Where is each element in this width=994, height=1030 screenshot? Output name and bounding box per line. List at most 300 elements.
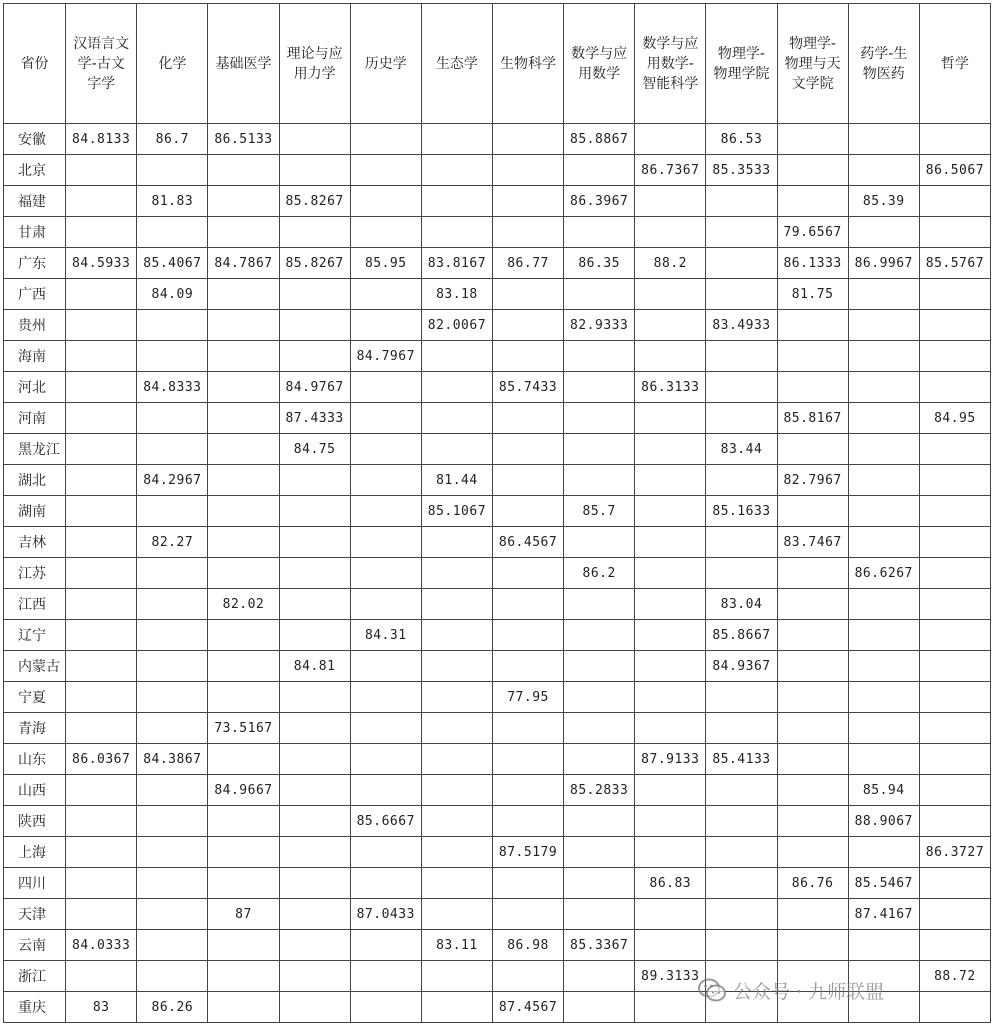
- score-cell: [66, 775, 137, 806]
- score-cell: [635, 899, 706, 930]
- score-cell: [919, 310, 990, 341]
- score-cell: [919, 806, 990, 837]
- score-cell: [279, 496, 350, 527]
- score-cell: [564, 806, 635, 837]
- score-cell: [350, 775, 421, 806]
- score-cell: [777, 186, 848, 217]
- score-cell: [350, 279, 421, 310]
- score-cell: [919, 589, 990, 620]
- score-cell: [706, 558, 777, 589]
- score-cell: [279, 558, 350, 589]
- score-cell: [777, 620, 848, 651]
- score-cell: [350, 372, 421, 403]
- score-cell: [564, 992, 635, 1023]
- score-cell: 85.5467: [848, 868, 919, 899]
- province-cell: 浙江: [4, 961, 66, 992]
- score-cell: 86.26: [137, 992, 208, 1023]
- score-cell: [706, 682, 777, 713]
- header-province: 省份: [4, 4, 66, 124]
- score-cell: [279, 868, 350, 899]
- score-cell: [919, 341, 990, 372]
- score-cell: [208, 806, 279, 837]
- score-cell: [350, 558, 421, 589]
- score-cell: [137, 434, 208, 465]
- table-row: [4, 217, 991, 248]
- score-cell: [848, 155, 919, 186]
- score-cell: 85.39: [848, 186, 919, 217]
- score-cell: [706, 806, 777, 837]
- score-cell: [279, 992, 350, 1023]
- score-cell: 88.72: [919, 961, 990, 992]
- score-cell: [208, 186, 279, 217]
- province-cell: 青海: [4, 713, 66, 744]
- score-cell: [564, 403, 635, 434]
- score-cell: [777, 341, 848, 372]
- score-cell: [848, 682, 919, 713]
- score-cell: [492, 124, 563, 155]
- score-cell: [350, 868, 421, 899]
- score-cell: 85.1633: [706, 496, 777, 527]
- score-cell: [66, 496, 137, 527]
- score-cell: [919, 558, 990, 589]
- score-cell: [492, 186, 563, 217]
- score-cell: 81.83: [137, 186, 208, 217]
- score-cell: [564, 279, 635, 310]
- score-cell: [137, 217, 208, 248]
- score-cell: 85.7: [564, 496, 635, 527]
- table-row: [4, 434, 991, 465]
- score-cell: [777, 155, 848, 186]
- score-cell: 82.27: [137, 527, 208, 558]
- score-cell: [564, 837, 635, 868]
- province-cell: 河南: [4, 403, 66, 434]
- score-cell: [137, 589, 208, 620]
- province-cell: 云南: [4, 930, 66, 961]
- province-cell: 北京: [4, 155, 66, 186]
- header-major: 数学与应用数学-智能科学: [635, 4, 706, 124]
- score-table: [3, 3, 991, 1023]
- score-cell: [66, 589, 137, 620]
- score-cell: [279, 341, 350, 372]
- score-cell: 87.9133: [635, 744, 706, 775]
- table-row: [4, 589, 991, 620]
- score-cell: [279, 899, 350, 930]
- score-cell: 86.83: [635, 868, 706, 899]
- score-cell: [208, 434, 279, 465]
- table-row: [4, 744, 991, 775]
- score-cell: [137, 930, 208, 961]
- score-cell: [919, 496, 990, 527]
- header-row: [4, 4, 991, 124]
- score-cell: [208, 930, 279, 961]
- score-cell: 85.8667: [706, 620, 777, 651]
- table-row: [4, 992, 991, 1023]
- score-cell: [635, 124, 706, 155]
- score-cell: 86.1333: [777, 248, 848, 279]
- score-cell: [848, 961, 919, 992]
- table-row: [4, 372, 991, 403]
- score-cell: [919, 465, 990, 496]
- score-cell: 86.6267: [848, 558, 919, 589]
- score-cell: 86.3133: [635, 372, 706, 403]
- score-cell: 85.8867: [564, 124, 635, 155]
- header-major: 历史学: [350, 4, 421, 124]
- score-cell: [777, 558, 848, 589]
- score-cell: [919, 124, 990, 155]
- province-cell: 湖北: [4, 465, 66, 496]
- province-cell: 广东: [4, 248, 66, 279]
- score-cell: [350, 186, 421, 217]
- score-cell: [706, 930, 777, 961]
- score-cell: [208, 620, 279, 651]
- score-cell: 86.3967: [564, 186, 635, 217]
- table-row: [4, 682, 991, 713]
- score-cell: [777, 651, 848, 682]
- score-cell: [208, 465, 279, 496]
- table-row: [4, 496, 991, 527]
- score-cell: [492, 434, 563, 465]
- score-cell: 86.3727: [919, 837, 990, 868]
- score-cell: [492, 310, 563, 341]
- score-cell: [137, 775, 208, 806]
- score-cell: [66, 310, 137, 341]
- score-cell: 84.7967: [350, 341, 421, 372]
- score-cell: [777, 899, 848, 930]
- score-cell: [848, 713, 919, 744]
- score-cell: [777, 930, 848, 961]
- score-cell: [137, 651, 208, 682]
- province-cell: 黑龙江: [4, 434, 66, 465]
- score-cell: [706, 248, 777, 279]
- score-cell: [208, 651, 279, 682]
- score-cell: [137, 310, 208, 341]
- score-cell: 83.4933: [706, 310, 777, 341]
- table-row: [4, 279, 991, 310]
- score-cell: [66, 558, 137, 589]
- score-cell: [350, 155, 421, 186]
- score-cell: [137, 837, 208, 868]
- score-cell: [279, 155, 350, 186]
- score-cell: [564, 744, 635, 775]
- score-cell: [564, 868, 635, 899]
- score-cell: [777, 682, 848, 713]
- score-cell: [208, 155, 279, 186]
- score-cell: [137, 403, 208, 434]
- score-cell: [137, 620, 208, 651]
- score-cell: [350, 465, 421, 496]
- score-cell: [492, 806, 563, 837]
- score-cell: 88.9067: [848, 806, 919, 837]
- score-cell: [919, 868, 990, 899]
- score-cell: 85.95: [350, 248, 421, 279]
- province-cell: 甘肃: [4, 217, 66, 248]
- score-cell: [564, 434, 635, 465]
- score-cell: [137, 155, 208, 186]
- score-cell: 82.0067: [421, 310, 492, 341]
- score-cell: 77.95: [492, 682, 563, 713]
- score-cell: [350, 744, 421, 775]
- score-cell: [848, 837, 919, 868]
- score-cell: 86.53: [706, 124, 777, 155]
- score-cell: [635, 775, 706, 806]
- score-cell: 84.3867: [137, 744, 208, 775]
- score-cell: [492, 651, 563, 682]
- table-row: [4, 155, 991, 186]
- score-cell: 87.4167: [848, 899, 919, 930]
- score-cell: [421, 744, 492, 775]
- score-cell: 83.04: [706, 589, 777, 620]
- province-cell: 内蒙古: [4, 651, 66, 682]
- score-cell: 82.7967: [777, 465, 848, 496]
- table-row: [4, 868, 991, 899]
- score-cell: [66, 527, 137, 558]
- score-cell: [421, 961, 492, 992]
- score-cell: [421, 434, 492, 465]
- score-cell: [919, 992, 990, 1023]
- score-cell: [66, 434, 137, 465]
- score-cell: 84.8133: [66, 124, 137, 155]
- score-cell: [706, 372, 777, 403]
- score-cell: [208, 961, 279, 992]
- score-cell: [208, 403, 279, 434]
- header-major: 物理学-物理学院: [706, 4, 777, 124]
- score-cell: [848, 403, 919, 434]
- score-cell: [706, 465, 777, 496]
- score-cell: [492, 465, 563, 496]
- score-cell: [492, 341, 563, 372]
- score-cell: [421, 806, 492, 837]
- score-cell: [66, 651, 137, 682]
- score-cell: [848, 279, 919, 310]
- province-cell: 天津: [4, 899, 66, 930]
- score-cell: [635, 465, 706, 496]
- score-cell: [564, 713, 635, 744]
- score-cell: [66, 155, 137, 186]
- province-cell: 陕西: [4, 806, 66, 837]
- score-cell: [492, 899, 563, 930]
- score-cell: [421, 682, 492, 713]
- score-cell: [208, 310, 279, 341]
- score-cell: [421, 217, 492, 248]
- score-cell: [279, 310, 350, 341]
- score-cell: 84.0333: [66, 930, 137, 961]
- table-row: [4, 620, 991, 651]
- score-cell: [492, 620, 563, 651]
- score-cell: [421, 837, 492, 868]
- score-cell: 84.09: [137, 279, 208, 310]
- score-cell: [208, 279, 279, 310]
- score-cell: [279, 961, 350, 992]
- score-cell: [350, 682, 421, 713]
- score-cell: [919, 434, 990, 465]
- score-cell: [350, 837, 421, 868]
- score-cell: [208, 682, 279, 713]
- watermark-text: 公众号 · 九师联盟: [733, 980, 885, 1003]
- score-cell: 73.5167: [208, 713, 279, 744]
- score-cell: [492, 589, 563, 620]
- score-cell: [564, 465, 635, 496]
- score-cell: [279, 527, 350, 558]
- score-cell: [350, 527, 421, 558]
- score-cell: 86.5133: [208, 124, 279, 155]
- score-cell: [492, 403, 563, 434]
- score-cell: [564, 961, 635, 992]
- header-major: 哲学: [919, 4, 990, 124]
- score-cell: [279, 589, 350, 620]
- score-cell: [635, 496, 706, 527]
- score-cell: [564, 589, 635, 620]
- score-cell: [279, 217, 350, 248]
- score-cell: [919, 651, 990, 682]
- score-cell: [421, 589, 492, 620]
- score-cell: [706, 868, 777, 899]
- score-cell: [279, 837, 350, 868]
- score-cell: [279, 124, 350, 155]
- score-cell: [635, 651, 706, 682]
- score-cell: [66, 961, 137, 992]
- score-cell: [564, 682, 635, 713]
- score-cell: [635, 806, 706, 837]
- score-cell: [777, 806, 848, 837]
- score-cell: [137, 806, 208, 837]
- score-cell: [421, 341, 492, 372]
- score-cell: 86.5067: [919, 155, 990, 186]
- score-cell: [706, 186, 777, 217]
- score-cell: [66, 899, 137, 930]
- score-cell: [421, 155, 492, 186]
- score-cell: [137, 341, 208, 372]
- score-cell: [66, 217, 137, 248]
- province-cell: 湖南: [4, 496, 66, 527]
- score-cell: 87.4333: [279, 403, 350, 434]
- score-cell: [66, 868, 137, 899]
- score-cell: [848, 496, 919, 527]
- table-row: [4, 806, 991, 837]
- score-cell: [66, 186, 137, 217]
- score-cell: [137, 899, 208, 930]
- score-cell: [279, 930, 350, 961]
- score-cell: [848, 310, 919, 341]
- score-cell: [492, 868, 563, 899]
- province-cell: 山西: [4, 775, 66, 806]
- score-cell: [350, 310, 421, 341]
- score-cell: 83.8167: [421, 248, 492, 279]
- table-body: [4, 124, 991, 1023]
- score-cell: 87.5179: [492, 837, 563, 868]
- score-cell: [777, 713, 848, 744]
- score-cell: [137, 558, 208, 589]
- table-row: [4, 651, 991, 682]
- score-cell: [421, 558, 492, 589]
- score-cell: [421, 775, 492, 806]
- table-row: [4, 713, 991, 744]
- province-cell: 江西: [4, 589, 66, 620]
- province-cell: 宁夏: [4, 682, 66, 713]
- score-cell: [208, 837, 279, 868]
- score-cell: [706, 217, 777, 248]
- header-major: 药学-生物医药: [848, 4, 919, 124]
- score-cell: [208, 372, 279, 403]
- province-cell: 辽宁: [4, 620, 66, 651]
- score-cell: [137, 496, 208, 527]
- score-cell: 86.76: [777, 868, 848, 899]
- score-cell: [208, 992, 279, 1023]
- province-cell: 贵州: [4, 310, 66, 341]
- table-row: [4, 310, 991, 341]
- score-cell: 84.5933: [66, 248, 137, 279]
- score-cell: [350, 589, 421, 620]
- score-cell: [492, 496, 563, 527]
- score-cell: [848, 465, 919, 496]
- score-cell: 84.7867: [208, 248, 279, 279]
- table-row: [4, 837, 991, 868]
- score-cell: [279, 465, 350, 496]
- score-cell: 84.31: [350, 620, 421, 651]
- score-cell: [421, 651, 492, 682]
- score-cell: [492, 744, 563, 775]
- score-cell: [635, 527, 706, 558]
- table-row: [4, 186, 991, 217]
- province-cell: 广西: [4, 279, 66, 310]
- table-row: [4, 465, 991, 496]
- score-cell: [919, 744, 990, 775]
- score-cell: [208, 496, 279, 527]
- score-cell: [564, 341, 635, 372]
- score-cell: 85.8167: [777, 403, 848, 434]
- score-cell: [421, 992, 492, 1023]
- score-cell: [421, 868, 492, 899]
- table-row: [4, 527, 991, 558]
- score-cell: [635, 992, 706, 1023]
- score-cell: [421, 186, 492, 217]
- score-cell: [421, 899, 492, 930]
- score-cell: [777, 124, 848, 155]
- score-cell: 86.35: [564, 248, 635, 279]
- score-cell: [635, 930, 706, 961]
- score-cell: 83.44: [706, 434, 777, 465]
- score-cell: 85.3367: [564, 930, 635, 961]
- score-cell: 87.0433: [350, 899, 421, 930]
- score-cell: [66, 341, 137, 372]
- header-major: 物理学-物理与天文学院: [777, 4, 848, 124]
- score-cell: 85.6667: [350, 806, 421, 837]
- score-cell: [635, 434, 706, 465]
- score-cell: [66, 837, 137, 868]
- score-cell: 81.75: [777, 279, 848, 310]
- score-cell: [635, 837, 706, 868]
- score-cell: [66, 713, 137, 744]
- table-row: [4, 403, 991, 434]
- score-cell: [706, 899, 777, 930]
- table-row: [4, 899, 991, 930]
- score-cell: [208, 527, 279, 558]
- score-cell: [919, 775, 990, 806]
- score-cell: [706, 713, 777, 744]
- score-cell: [635, 713, 706, 744]
- score-cell: [66, 682, 137, 713]
- score-cell: 86.98: [492, 930, 563, 961]
- score-cell: [350, 713, 421, 744]
- score-cell: [848, 124, 919, 155]
- score-cell: [279, 620, 350, 651]
- score-cell: [635, 558, 706, 589]
- score-cell: [848, 341, 919, 372]
- score-cell: 85.5767: [919, 248, 990, 279]
- score-cell: [919, 930, 990, 961]
- score-cell: [421, 372, 492, 403]
- score-cell: [492, 558, 563, 589]
- table-row: [4, 775, 991, 806]
